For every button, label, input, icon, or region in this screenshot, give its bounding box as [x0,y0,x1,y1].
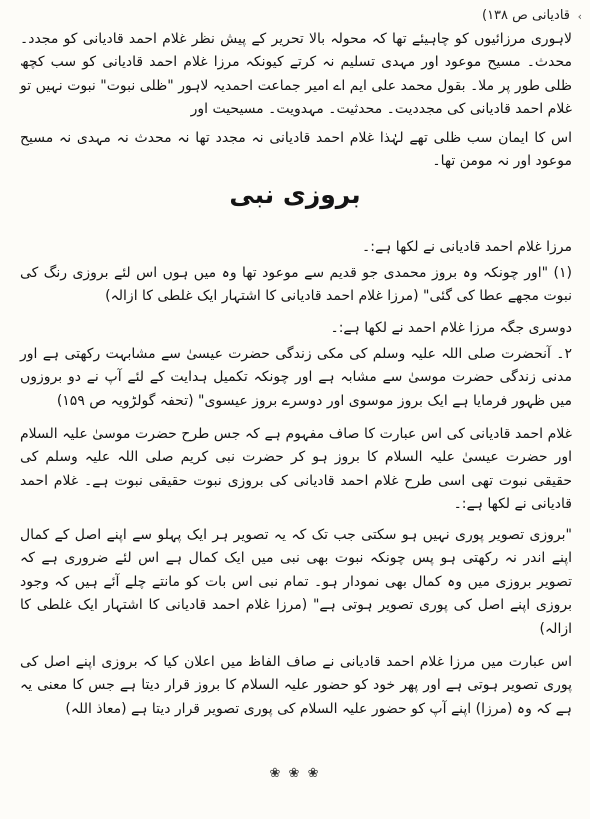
paragraph-conclusion: اس کا ایمان سب ظلی تھے لہٰذا غلام احمد قادیانی نہ مجدد تھا نہ محدث نہ مہدی نہ مسیح موعود اور نہ مومن تھا۔ [20,130,572,170]
paragraph-quote-3: "بروزی تصویر پوری نہیں ہو سکتی جب تک کہ یہ تصویر ہر ایک پہلو سے اپنے اصل کے کمال اپنے اندر نہ رکھتی ہو پس چونکہ نبوت بھی نبی میں ایک کمال ہے اس لئے ضروری ہے کہ تصویر بروزی میں وہ کمال بھی نمودار ہو۔ تمام نبی اس بات کو مانتے چلے آئے ہیں کہ وجود بروزی اپنے اصل کی پوری تصویر ہوتی ہے" (مرزا غلام احمد قادیانی کا اشتہار ایک غلطی کا ازالہ) [20,527,572,637]
paragraph-second-intro: دوسری جگہ مرزا غلام احمد نے لکھا ہے:۔ [330,320,572,336]
page-ornament: ❀ ❀ ❀ [269,766,321,781]
page-header [18,6,580,26]
paragraph-intro: لاہوری مرزائیوں کو چاہیئے تھا کہ محولہ بالا تحریر کے پیش نظر غلام احمد قادیانی کو مجدد۔ محدث۔ مسیح موعود اور مہدی تسلیم نہ کرتے کیونکہ مرزا غلام احمد قادیانی کو سب کچھ ظلی طور پر ملا۔ بقول محمد علی ایم اے امیر جماعت احمدیہ لاہور "ظلی نبوت" نبوت نہیں تو غلام احمد قادیانی کی مجددیت۔ محدثیت۔ مہدویت۔ مسیحیت اور [20,31,572,118]
section-heading: بروزی نبی [229,180,361,209]
page-corner-mark: › [577,10,582,23]
paragraph-final: اس عبارت میں مرزا غلام احمد قادیانی نے صاف الفاظ میں اعلان کیا کہ بروزی اپنے اصل کی پوری تصویر ہوتی ہے اور پھر خود کو حضور علیہ السلام کا بروز قرار دیتا ہے جس کا معنی یہ ہے کہ وہ (مرزا) اپنے آپ کو حضور علیہ السلام کی پوری تصویر قرار دیتا ہے (معاذ اللہ) [20,654,572,717]
paragraph-quote-2: ۲۔ آنحضرت صلی اللہ علیہ وسلم کی مکی زندگی حضرت عیسیٰ سے مشابہت رکھتی ہے اور مدنی زندگی حضرت موسیٰ سے مشابہ ہے اور چونکہ تکمیل ہدایت کے لئے آپ نے دو بروزوں میں ظہور فرمایا ہے ایک بروز موسوی اور دوسرے بروز عیسوی" (تحفہ گولڑویہ ص ۱۵۹) [20,346,572,409]
paragraph-quote-intro: مرزا غلام احمد قادیانی نے لکھا ہے:۔ [362,239,572,255]
paragraph-analysis: غلام احمد قادیانی کی اس عبارت کا صاف مفہوم ہے کہ جس طرح حضرت موسیٰ علیہ السلام اور حضرت عیسیٰ علیہ السلام کا بروز ہو کر حضرت نبی کریم صلی اللہ علیہ وسلم کی حقیقی نبوت تھی اسی طرح غلام احمد قادیانی کی بروزی نبوت حقیقی نبوت ہے۔ غلام احمد قادیانی نے لکھا ہے:۔ [20,426,572,513]
running-title: قادیانی ص ۱۳۸) [481,8,570,23]
paragraph-quote-1: (۱) "اور چونکہ وہ بروز محمدی جو قدیم سے موعود تھا وہ میں ہوں اس لئے بروزی رنگ کی نبوت مجھے عطا کی گئی" (مرزا غلام احمد قادیانی کا اشتہار ایک غلطی کا ازالہ) [20,265,572,305]
